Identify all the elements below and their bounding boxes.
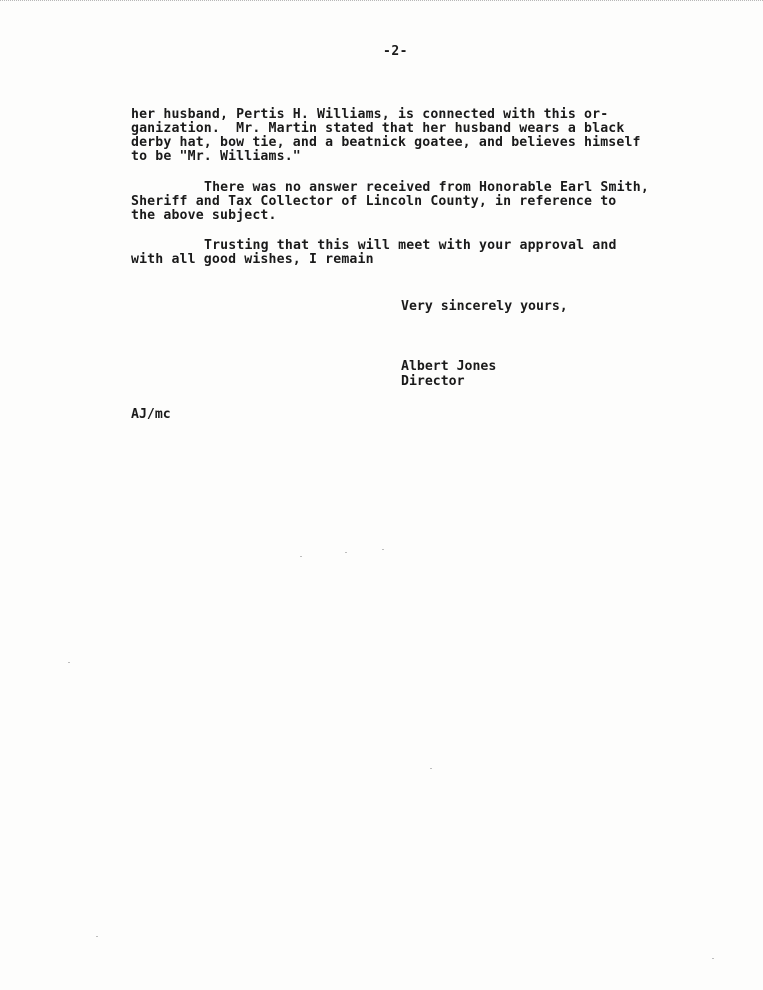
- paragraph-2-line: There was no answer received from Honorable Earl Smith,: [204, 180, 649, 195]
- paragraph-2-line: Sheriff and Tax Collector of Lincoln County, in reference to: [131, 194, 617, 209]
- scan-speck: [345, 552, 347, 553]
- typist-initials: AJ/mc: [131, 407, 171, 422]
- paragraph-1-line: derby hat, bow tie, and a beatnick goatee, and believes himself: [131, 135, 641, 150]
- page-number: -2-: [383, 44, 408, 59]
- scan-speck: [68, 662, 70, 663]
- scan-speck: [382, 549, 384, 550]
- paragraph-2-line: the above subject.: [131, 208, 277, 223]
- scan-speck: [712, 958, 714, 959]
- paragraph-3-line: Trusting that this will meet with your approval and: [204, 238, 617, 253]
- paragraph-1-line: to be "Mr. Williams.": [131, 149, 301, 164]
- scan-speck: [96, 936, 98, 937]
- scan-speck: [300, 556, 302, 557]
- paragraph-1-line: ganization. Mr. Martin stated that her husband wears a black: [131, 121, 625, 136]
- scan-speck: [430, 768, 432, 769]
- closing-salutation: Very sincerely yours,: [401, 299, 568, 314]
- signer-title: Director: [401, 374, 465, 389]
- paragraph-3-line: with all good wishes, I remain: [131, 252, 374, 267]
- page-top-edge: [0, 0, 763, 7]
- paragraph-1-line: her husband, Pertis H. Williams, is connected with this or-: [131, 107, 609, 122]
- signer-name: Albert Jones: [401, 359, 497, 374]
